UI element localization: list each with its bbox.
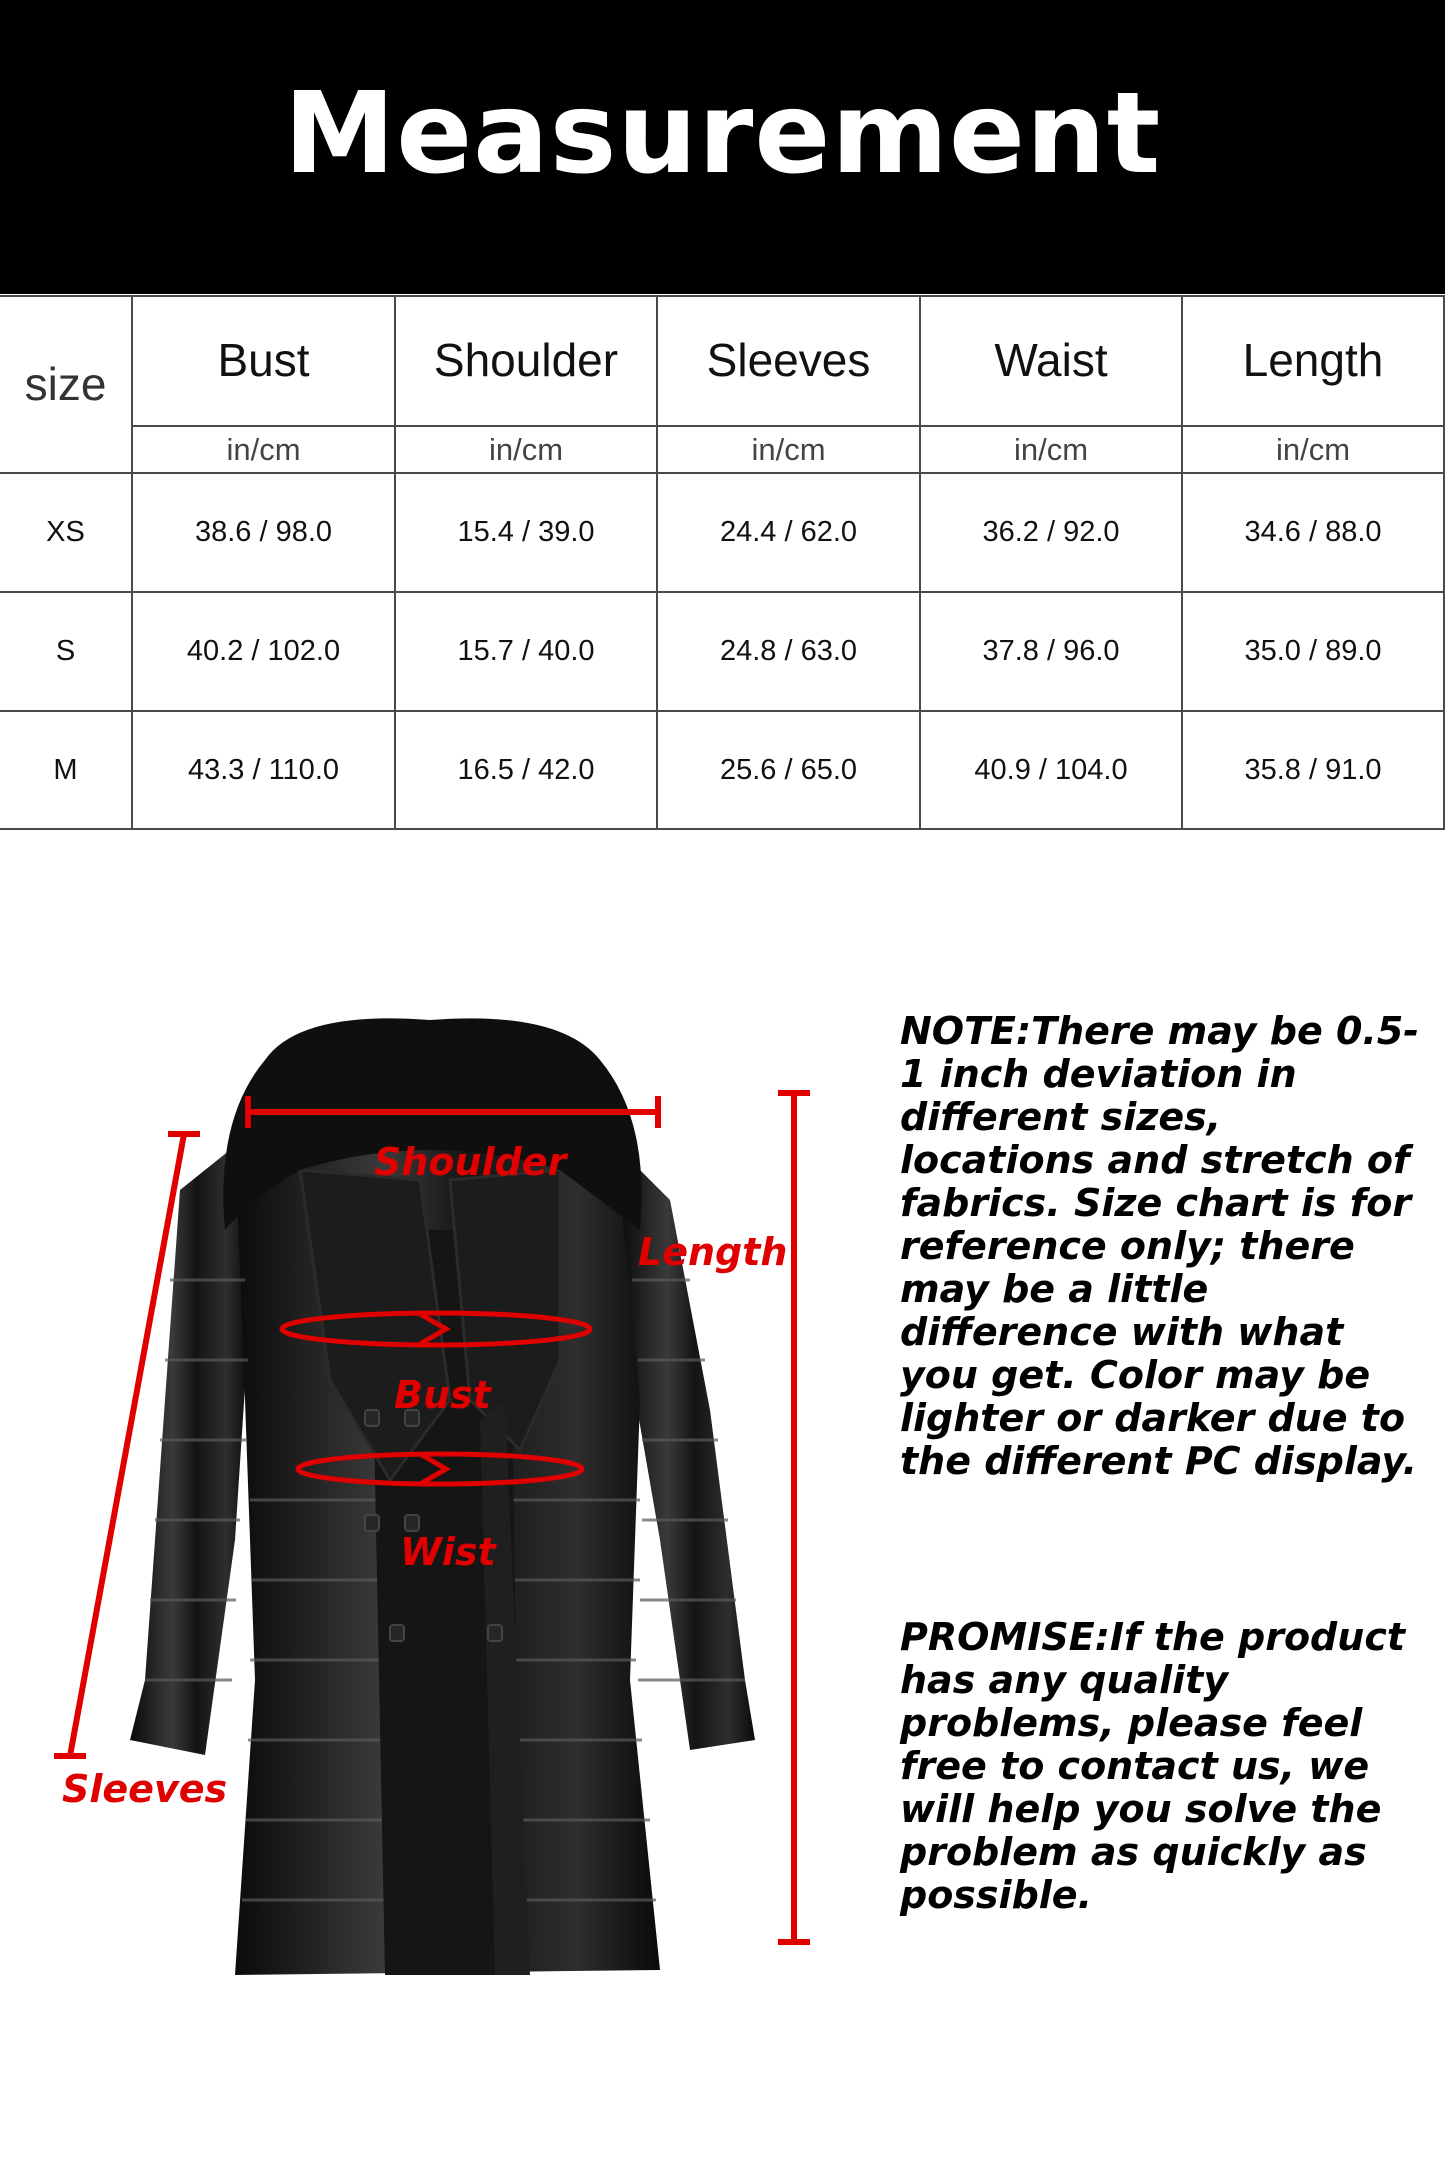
table-cell: 25.6 / 65.0 (719, 753, 858, 786)
table-cell: 15.4 / 39.0 (457, 516, 595, 548)
coat-measurement-diagram (0, 980, 860, 2070)
page-title: Measurement (283, 69, 1162, 199)
table-border (0, 828, 1445, 830)
length-label: Length (638, 1230, 788, 1274)
shoulder-label: Shoulder (374, 1140, 567, 1184)
table-cell: 40.9 / 104.0 (974, 753, 1128, 786)
table-cell: 40.2 / 102.0 (186, 635, 341, 667)
size-chart-table (0, 295, 1445, 829)
table-cell: 16.5 / 42.0 (457, 753, 595, 786)
column-header-bust: Bust (217, 334, 310, 386)
table-cell: 43.3 / 110.0 (187, 753, 340, 786)
table-cell: 37.8 / 96.0 (982, 635, 1120, 667)
wist-label: Wist (400, 1530, 496, 1574)
table-cell: 35.8 / 91.0 (1244, 753, 1382, 786)
unit-label: in/cm (1013, 431, 1089, 467)
table-cell: 15.7 / 40.0 (457, 635, 595, 667)
size-column-header: size (24, 357, 107, 410)
length-measure-line (778, 1093, 810, 1942)
column-header-waist: Waist (994, 334, 1108, 386)
row-size-label: M (53, 753, 78, 786)
sleeves-label: Sleeves (62, 1767, 228, 1811)
unit-label: in/cm (226, 431, 301, 467)
unit-label: in/cm (488, 431, 564, 467)
quality-promise: PROMISE:If the product has any quality problems, please feel free to contact us, we will help you solve the problem as quickly as possible. (900, 1615, 1406, 1917)
column-header-sleeves: Sleeves (706, 334, 871, 386)
column-header-shoulder: Shoulder (433, 334, 619, 386)
table-cell: 38.6 / 98.0 (194, 516, 333, 548)
deviation-note: NOTE:There may be 0.5-1 inch deviation in different sizes, locations and stretch of fabrics. Size chart is for reference only; there may be a little difference with what you get. Color may be lighter or darker due to the different PC display. (900, 1009, 1420, 1483)
table-cell: 36.2 / 92.0 (982, 516, 1120, 548)
column-header-length: Length (1242, 334, 1384, 386)
header-banner (0, 0, 1445, 294)
unit-label: in/cm (751, 431, 826, 467)
row-size-label: XS (46, 516, 85, 548)
table-cell: 35.0 / 89.0 (1244, 635, 1382, 667)
table-cell: 24.8 / 63.0 (719, 635, 858, 667)
table-cell: 34.6 / 88.0 (1244, 516, 1382, 548)
table-cell: 24.4 / 62.0 (719, 516, 858, 548)
bust-label: Bust (394, 1373, 491, 1417)
row-size-label: S (55, 635, 76, 667)
unit-label: in/cm (1275, 431, 1351, 467)
